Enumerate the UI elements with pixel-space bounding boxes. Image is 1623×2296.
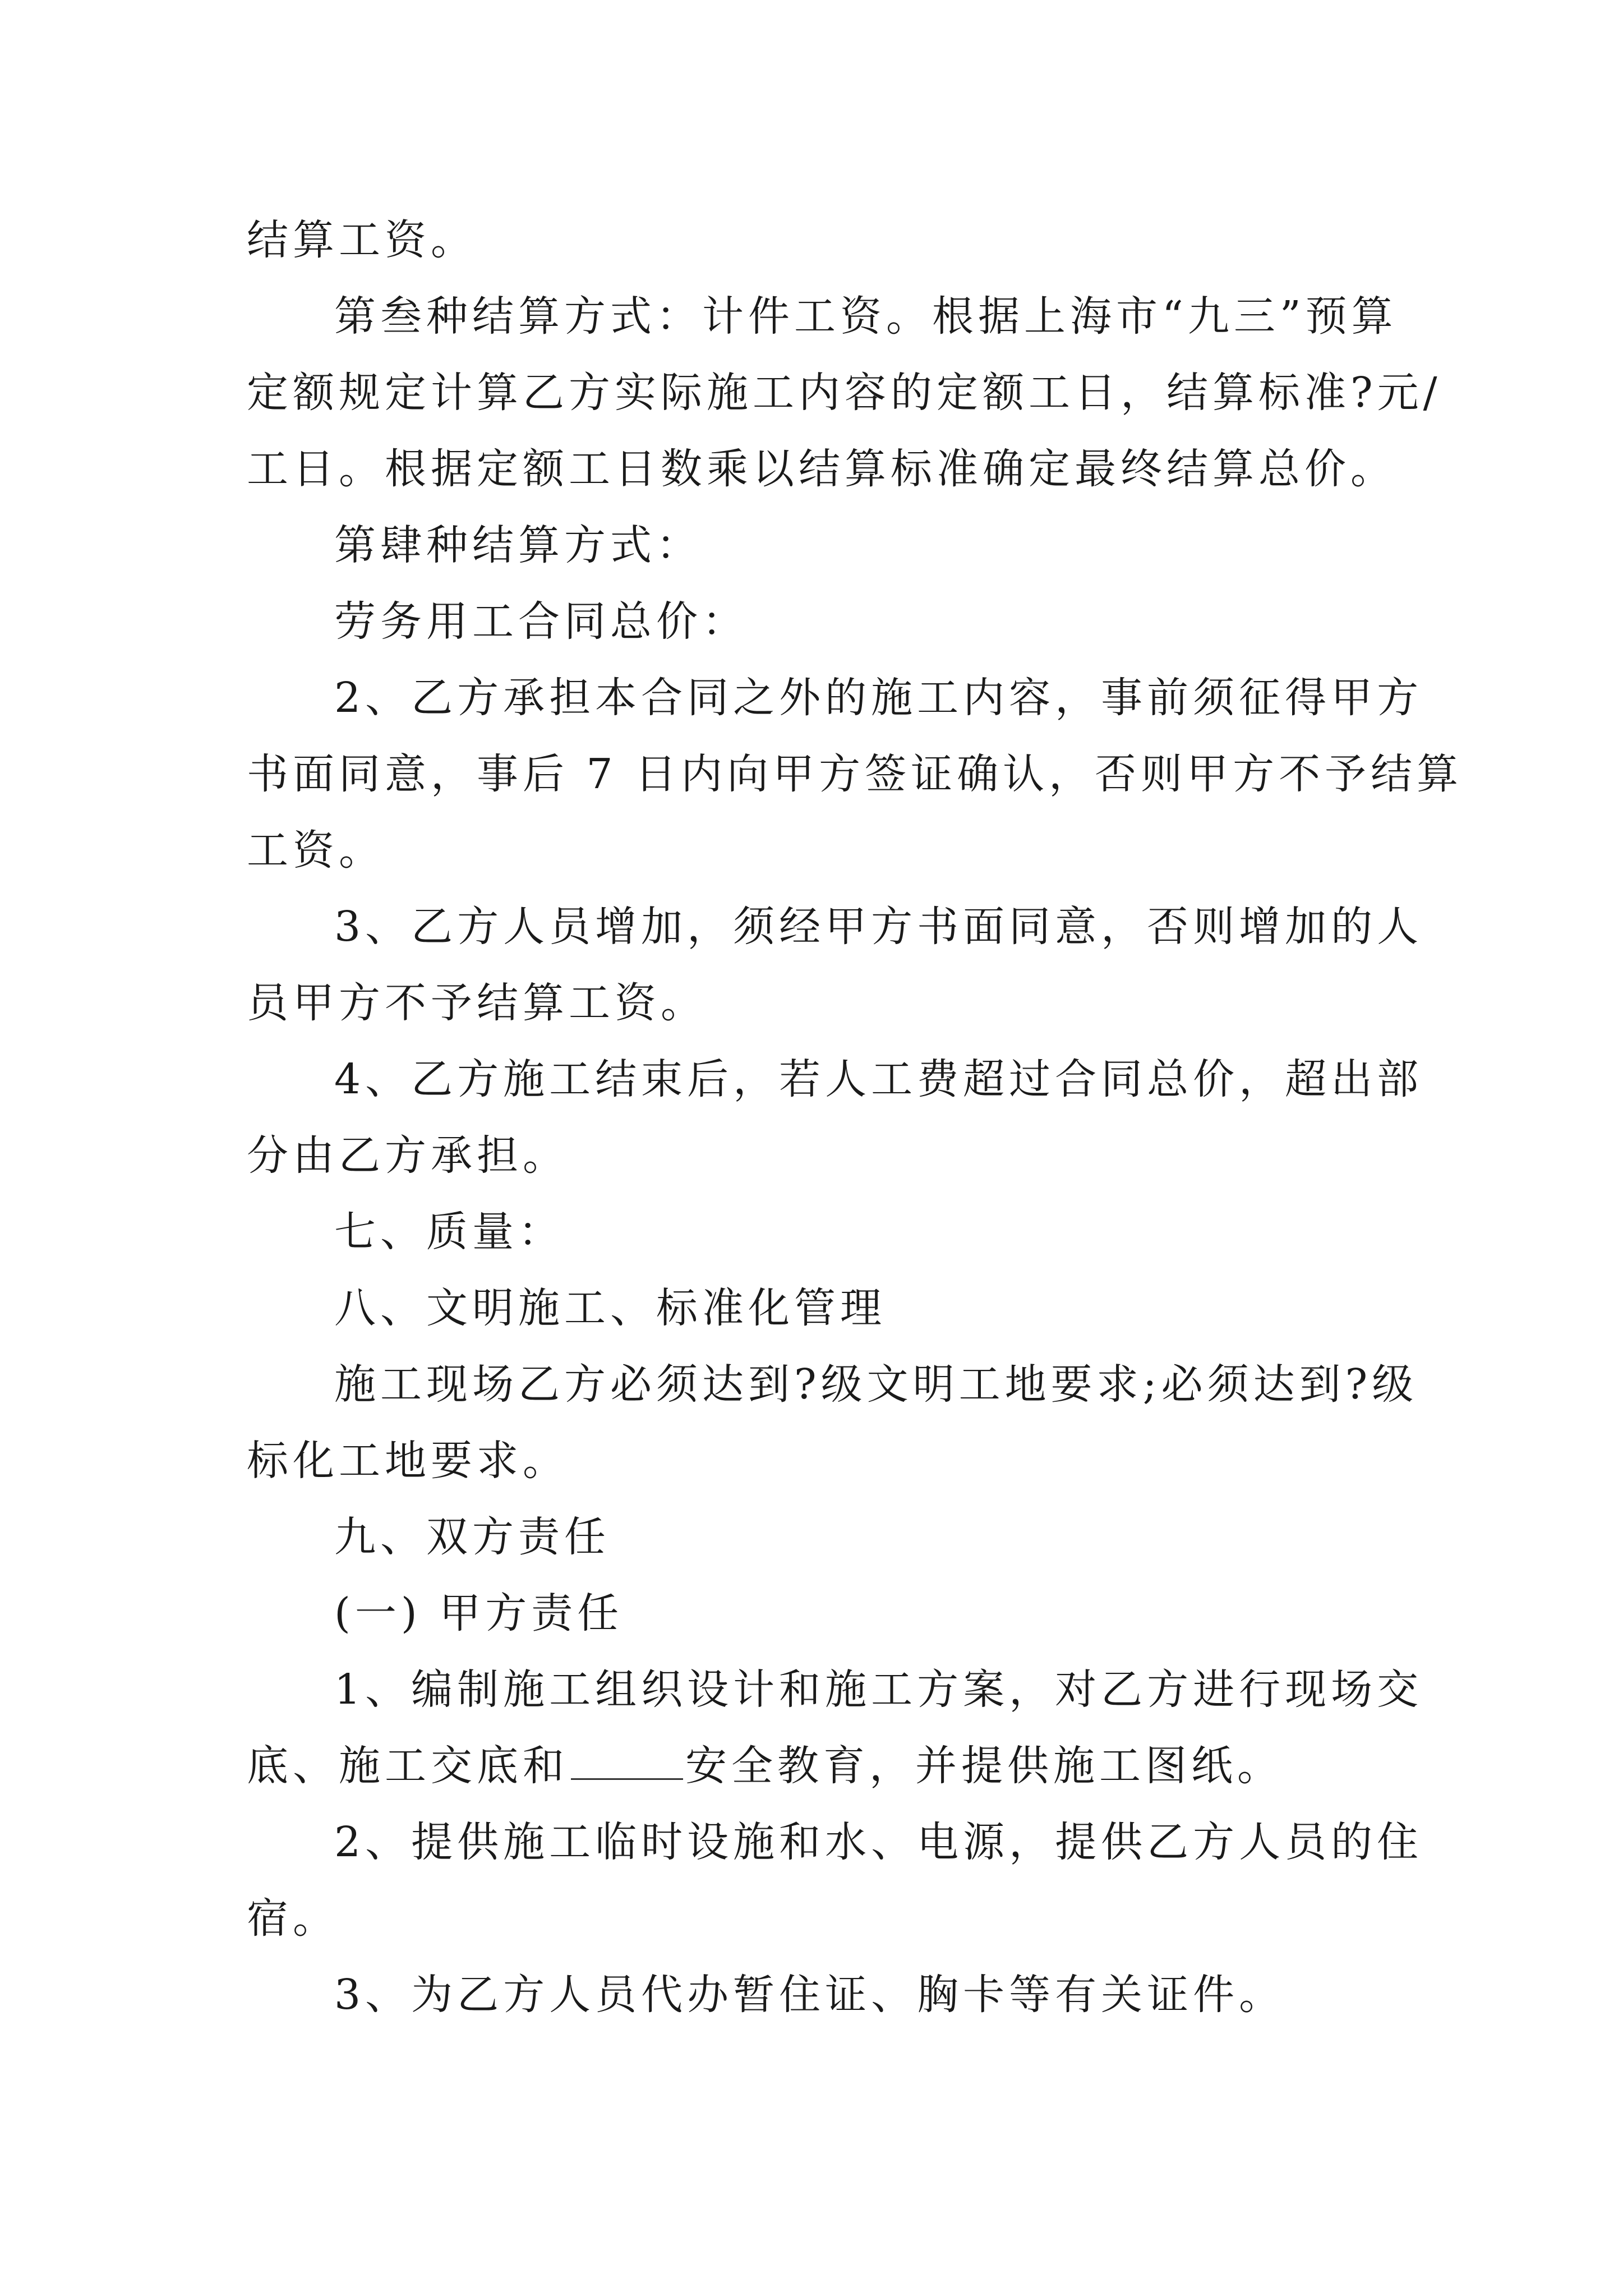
subsection-heading: (一) 甲方责任 bbox=[334, 1589, 624, 1637]
text-line: 2、乙方承担本合同之外的施工内容，事前须征得甲方 bbox=[334, 674, 1423, 722]
text-line: 工资。 bbox=[247, 826, 385, 875]
text-line: 定额规定计算乙方实际施工内容的定额工日，结算标准?元/ bbox=[247, 369, 1442, 417]
text-line: 第肆种结算方式： bbox=[334, 521, 702, 569]
text-segment: 安全教育，并提供施工图纸。 bbox=[685, 1742, 1283, 1790]
text-line bbox=[247, 1728, 1391, 1804]
text-line: 4、乙方施工结束后，若人工费超过合同总价，超出部 bbox=[334, 1055, 1423, 1103]
text-line: 2、提供施工临时设施和水、电源，提供乙方人员的住 bbox=[334, 1818, 1423, 1866]
text-line: 劳务用工合同总价： bbox=[334, 597, 748, 646]
text-line: 1、编制施工组织设计和施工方案，对乙方进行现场交 bbox=[334, 1665, 1423, 1714]
text-line: 3、乙方人员增加，须经甲方书面同意，否则增加的人 bbox=[334, 903, 1423, 951]
text-line: 书面同意，事后 7 日内向甲方签证确认，否则甲方不予结算 bbox=[247, 750, 1463, 798]
text-line: 结算工资。 bbox=[247, 216, 477, 264]
text-line: 员甲方不予结算工资。 bbox=[247, 979, 707, 1027]
text-segment: 底、施工交底和 bbox=[247, 1742, 569, 1790]
text-line: 宿。 bbox=[247, 1894, 339, 1943]
text-line: 分由乙方承担。 bbox=[247, 1131, 569, 1180]
section-heading: 八、文明施工、标准化管理 bbox=[334, 1284, 886, 1332]
text-line: 第叁种结算方式：计件工资。根据上海市“九三”预算 bbox=[334, 292, 1398, 341]
section-heading: 七、质量： bbox=[334, 1208, 564, 1256]
text-line: 3、为乙方人员代办暂住证、胸卡等有关证件。 bbox=[334, 1971, 1285, 2019]
document-body bbox=[247, 202, 1463, 2033]
text-line: 工日。根据定额工日数乘以结算标准确定最终结算总价。 bbox=[247, 445, 1396, 493]
text-line: 标化工地要求。 bbox=[247, 1437, 569, 1485]
section-heading: 九、双方责任 bbox=[334, 1513, 610, 1561]
fill-in-blank bbox=[571, 1745, 683, 1780]
text-line: 施工现场乙方必须达到?级文明工地要求;必须达到?级 bbox=[334, 1360, 1418, 1409]
